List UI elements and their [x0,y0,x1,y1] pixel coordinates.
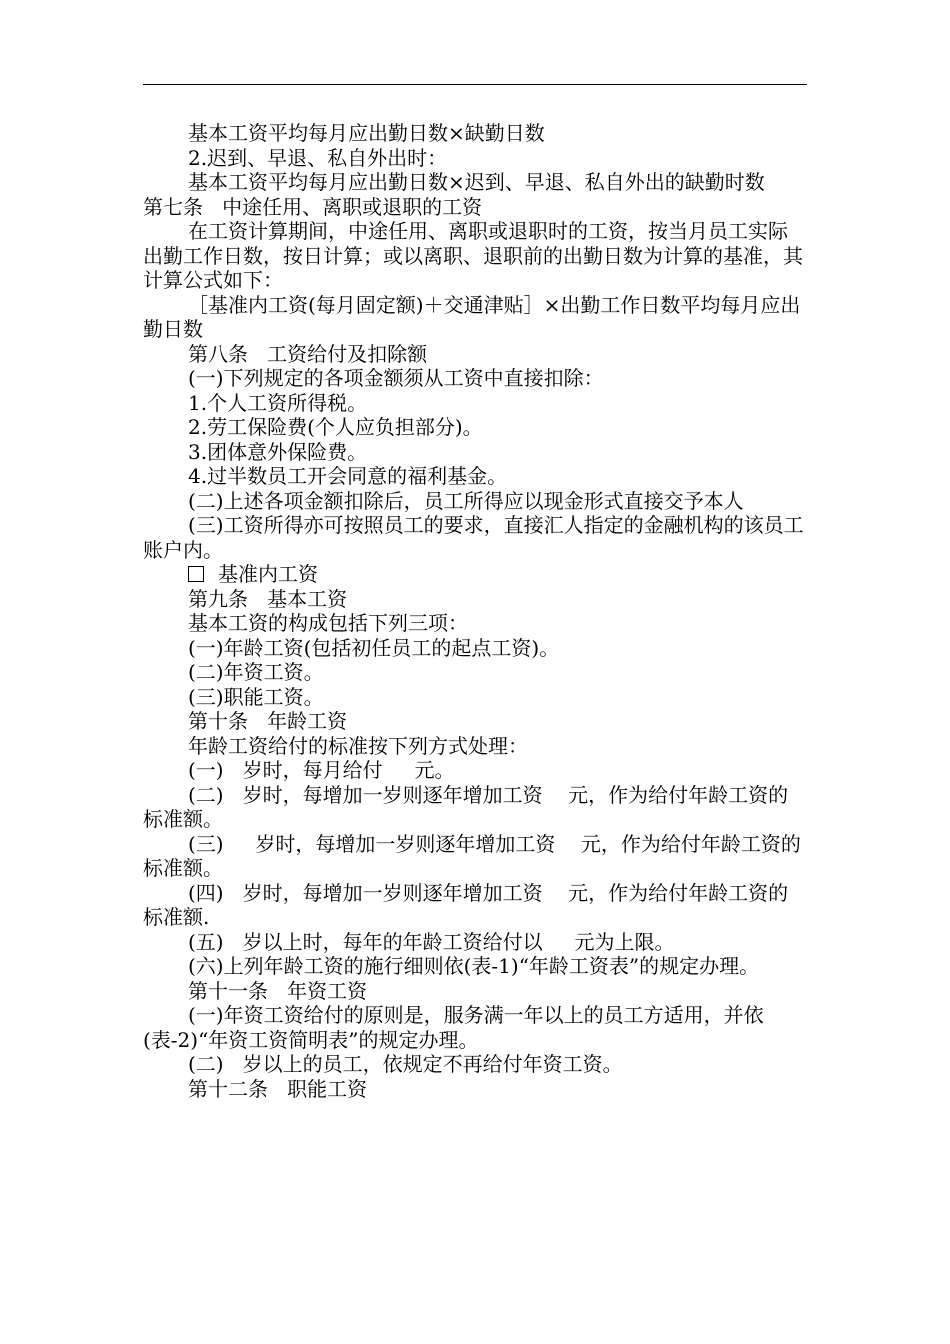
list-item: (五) 岁以上时，每年的年龄工资给付以 元为上限。 [188,929,675,954]
paragraph: (一)下列规定的各项金额须从工资中直接扣除： [188,366,604,390]
document-body [143,121,807,1101]
list-item: (二)年资工资。 [188,660,324,684]
list-item: (三)职能工资。 [188,684,324,709]
article-heading: 第十条 年龄工资 [188,709,348,733]
list-item: (一)年资工资给付的原则是，服务满一年以上的员工方适用，并依(表-2)“年资工资简明表”的规定办理。 [143,1003,764,1052]
list-item: 2.劳工保险费(个人应负担部分)。 [188,415,483,439]
formula: ［基准内工资(每月固定额)＋交通津贴］×出勤工作日数平均每月应出勤日数 [143,292,801,341]
list-item: (二) 岁时，每增加一岁则逐年增加工资 元，作为给付年龄工资的标准额。 [143,782,789,831]
section-heading [143,562,807,587]
checkbox-square-icon [188,566,204,582]
paragraph: 基本工资平均每月应出勤日数×缺勤日数 [188,121,545,145]
paragraph: 基本工资平均每月应出勤日数×迟到、早退、私自外出的缺勤时数 [188,170,765,194]
list-item: (一) 岁时，每月给付 元。 [188,758,455,782]
list-item: 1.个人工资所得税。 [188,390,368,415]
paragraph: 年龄工资给付的标准按下列方式处理： [188,733,528,758]
list-item: (一)年龄工资(包括初任员工的起点工资)。 [188,635,560,660]
paragraph: 2.迟到、早退、私自外出时： [188,145,448,170]
article-heading: 第八条 工资给付及扣除额 [188,341,428,366]
section-heading-label: 基准内工资 [218,562,318,586]
list-item: 4.过半数员工开会同意的福利基金。 [188,464,508,488]
paragraph: 基本工资的构成包括下列三项： [188,611,468,635]
list-item: (三) 岁时，每增加一岁则逐年增加工资 元，作为给付年龄工资的标准额。 [143,831,801,880]
list-item: (六)上列年龄工资的施行细则依(表-1)“年龄工资表”的规定办理。 [188,954,760,978]
list-item: (四) 岁时，每增加一岁则逐年增加工资 元，作为给付年龄工资的标准额. [143,880,789,929]
paragraph: 在工资计算期间，中途任用、离职或退职时的工资，按当月员工实际出勤工作日数，按日计算；或以离职、退职前的出勤日数为计算的基准，其计算公式如下： [143,219,803,292]
paragraph: (二)上述各项金额扣除后，员工所得应以现金形式直接交予本人 [188,488,744,513]
list-item: (二) 岁以上的员工，依规定不再给付年资工资。 [188,1052,623,1076]
article-heading: 第十二条 职能工资 [188,1076,368,1101]
article-heading: 第七条 中途任用、离职或退职的工资 [143,194,483,219]
paragraph: (三)工资所得亦可按照员工的要求，直接汇人指定的金融机构的该员工账户内。 [143,513,804,562]
article-heading: 第九条 基本工资 [188,586,348,611]
article-heading: 第十一条 年资工资 [188,978,368,1003]
header-rule [143,84,807,85]
list-item: 3.团体意外保险费。 [188,439,368,464]
